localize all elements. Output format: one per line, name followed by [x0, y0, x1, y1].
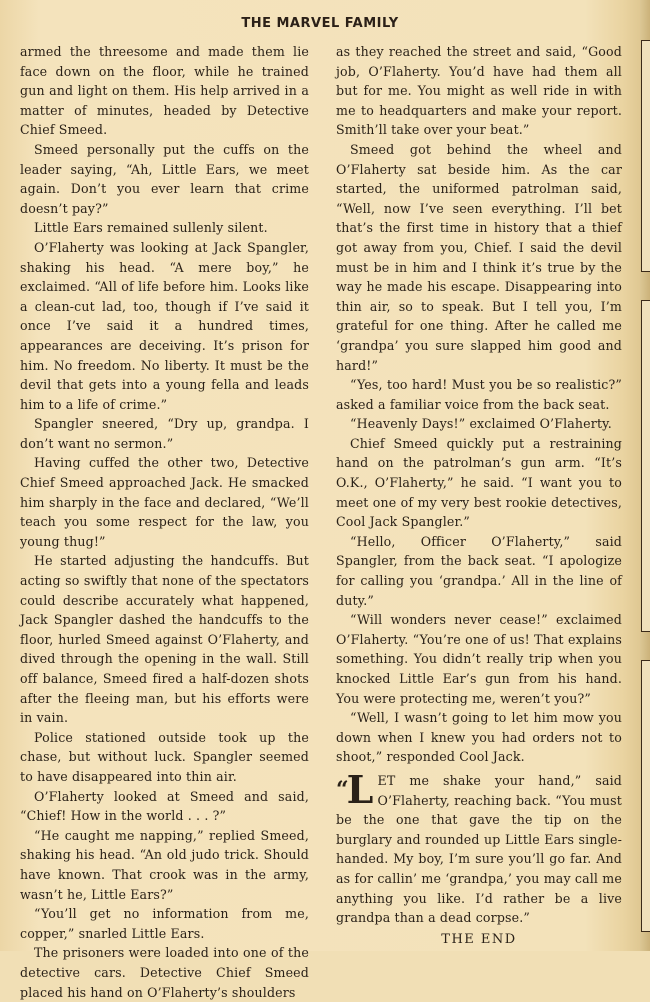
the-end-label: THE END	[441, 931, 517, 947]
paragraph: “Well, I wasn’t going to let him mow you down when I knew you had orders not to shoot,” responded Cool Jack.	[336, 710, 622, 765]
final-paragraph-text: ET me shake your hand,” said O’Flaherty, reaching back. “You must be the one that gave the tip on the burglary and rounded up Little Ears single-handed. My boy, I’m sure you’ll go far. And as for callin’ me ‘grandpa,’ you may call me anything you like. I’d rather be a live grandpa than a dead corpse.”	[336, 772, 622, 926]
paragraph: “Yes, too hard! Must you be so realistic?” asked a familiar voice from the back seat.	[336, 377, 622, 412]
adjacent-page-panel	[641, 40, 650, 272]
paragraph: “You’ll get no information from me, copper,” snarled Little Ears.	[20, 906, 309, 941]
paragraph: “Heavenly Days!” exclaimed O’Flaherty.	[350, 416, 612, 432]
paragraph: Little Ears remained sullenly silent.	[34, 220, 268, 236]
paragraph: Spangler sneered, “Dry up, grandpa. I don’t want no sermon.”	[20, 416, 309, 451]
page-header: THE MARVEL FAMILY	[241, 16, 399, 31]
paragraph: O’Flaherty looked at Smeed and said, “Chief! How in the world . . . ?”	[20, 788, 309, 824]
paragraph: He started adjusting the handcuffs. But acting so swiftly that none of the spectators could describe accurately what happened, Jack Spangler dashed the handcuffs to the floor, hurled Smeed against O’Flaherty, and dived through the opening in the wall. Still off balance, Smeed fired a half-dozen shots after the fleeing man, but his efforts were in vain.	[20, 553, 309, 726]
left-column	[20, 42, 309, 1002]
drop-cap-quote: “	[336, 776, 347, 803]
paragraph: Police stationed outside took up the chase, but without luck. Spangler seemed to have disappeared into thin air.	[20, 729, 309, 784]
drop-cap-letter: L	[346, 766, 374, 812]
paragraph: “Hello, Officer O’Flaherty,” said Spangler, from the back seat. “I apologize for calling you ‘grandpa.’ All in the line of duty.”	[336, 533, 622, 608]
paragraph: O’Flaherty was looking at Jack Spangler, shaking his head. “A mere boy,” he exclaimed. “All of life before him. Looks like a clean-cut lad, too, though if I’ve said it once I’ve said it a hundred times, appearances are deceiving. It’s prison for him. No freedom. No liberty. It must be the devil that gets into a young fella and leads him to a life of crime.”	[20, 239, 309, 412]
adjacent-page-panel	[641, 660, 650, 932]
paragraph: as they reached the street and said, “Good job, O’Flaherty. You’d have had them all but for me. You might as well ride in with me to headquarters and make your report. Smith’ll take over your beat.”	[336, 44, 622, 138]
right-column	[336, 42, 622, 949]
paragraph: armed the threesome and made them lie face down on the floor, while he trained gun and light on them. His help arrived in a matter of minutes, headed by Detective Chief Smeed.	[20, 44, 309, 138]
paragraph: The prisoners were loaded into one of the detective cars. Detective Chief Smeed placed his hand on O’Flaherty’s shoulders	[20, 945, 309, 1000]
paragraph: Smeed personally put the cuffs on the leader saying, “Ah, Little Ears, we meet again. Don’t you ever learn that crime doesn’t pay?”	[20, 141, 309, 216]
adjacent-page-panel	[641, 300, 650, 632]
drop-cap	[336, 766, 374, 812]
right-column-paragraphs	[336, 42, 622, 767]
paragraph: “Will wonders never cease!” exclaimed O’Flaherty. “You’re one of us! That explains something. You didn’t really trip when you knocked Little Ear’s gun from his hand. You were protecting me, weren’t you?”	[336, 612, 622, 706]
paragraph: Chief Smeed quickly put a restraining hand on the patrolman’s gun arm. “It’s O.K., O’Flaherty,” he said. “I want you to meet one of my very best rookie detectives, Cool Jack Spangler.”	[336, 435, 622, 530]
final-paragraph	[336, 766, 622, 928]
paragraph: “He caught me napping,” replied Smeed, shaking his head. “An old judo trick. Should have known. That crook was in the army, wasn’t he, Little Ears?”	[20, 827, 309, 902]
paragraph: Having cuffed the other two, Detective Chief Smeed approached Jack. He smacked him sharply in the face and declared, “We’ll teach you some respect for the law, you young thug!”	[20, 455, 309, 549]
paragraph: Smeed got behind the wheel and O’Flaherty sat beside him. As the car started, the uniformed patrolman said, “Well, now I’ve seen everything. I’ll bet that’s the first time in history that a thief got away from you, Chief. I said the devil must be in him and I think it’s true by the way he made his escape. Disappearing into thin air, so to speak. But I tell you, I’m grateful for one thing. After he called me ‘grandpa’ you sure slapped him good and hard!”	[336, 141, 622, 373]
